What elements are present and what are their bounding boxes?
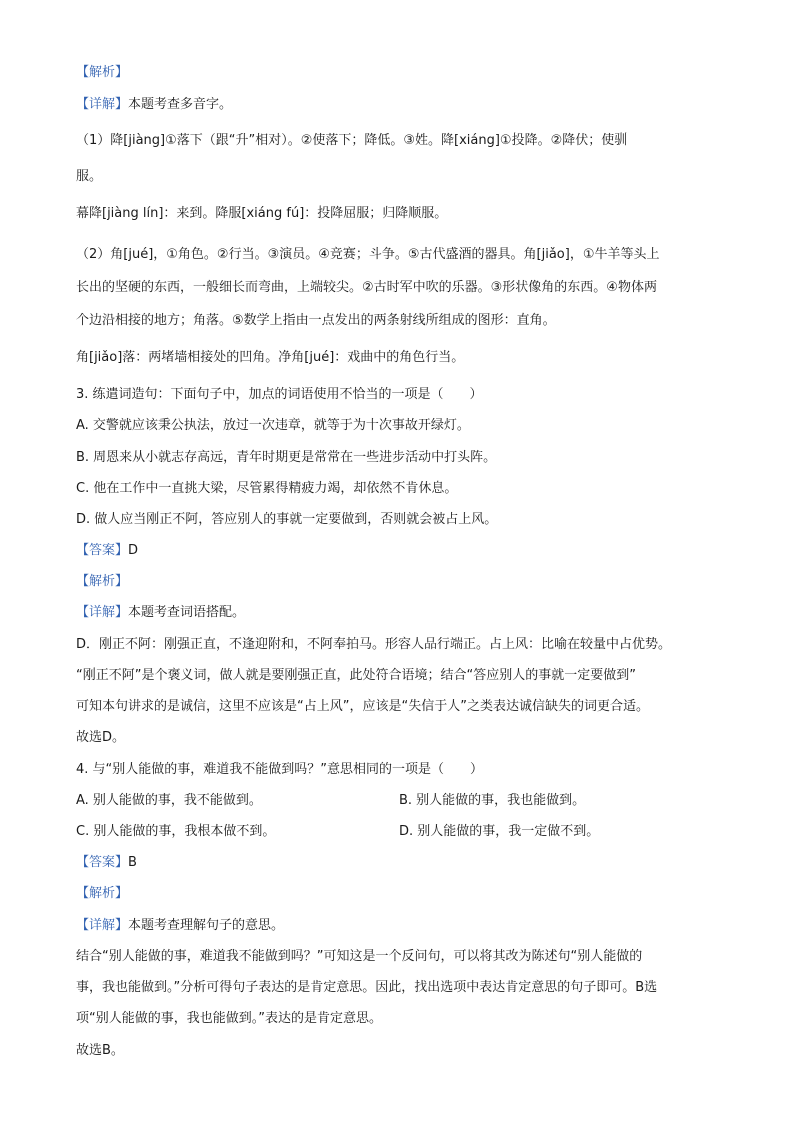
option-a: A. 交警就应该秉公执法，放过一次违章，就等于为十次事故开绿灯。 (76, 418, 470, 433)
answer-value: D (128, 543, 139, 558)
detail-label: 【详解】 (76, 605, 129, 620)
detail-label: 【详解】 (76, 97, 129, 112)
option-d: D. 别人能做的事，我一定做不到。 (399, 824, 600, 839)
analysis-heading (76, 572, 724, 592)
detail-line (76, 95, 724, 115)
detail-line (76, 603, 724, 623)
analysis-label: 【解析】 (76, 65, 129, 80)
body-text: 可知本句讲求的是诚信，这里不应该是“占上风”，应该是“失信于人”之类表达诚信缺失的词更合适。 (76, 699, 649, 714)
body-text: 结合“别人能做的事，难道我不能做到吗？”可知这是一个反问句，可以将其改为陈述句“别人能做的 (76, 949, 643, 964)
analysis-label: 【解析】 (76, 574, 129, 589)
option-c: C. 别人能做的事，我根本做不到。 (76, 824, 276, 839)
body-text: 幕降[jiàng lín]：来到。降服[xiáng fú]：投降屈服；归降顺服。 (76, 206, 448, 221)
detail-line (76, 916, 724, 936)
option-d: D. 做人应当刚正不阿，答应别人的事就一定要做到，否则就会被占上风。 (76, 512, 498, 527)
answer-value: B (128, 855, 137, 870)
body-text: 个边沿相接的地方；角落。⑤数学上指由一点发出的两条射线所组成的图形：直角。 (76, 313, 556, 328)
answer-line (76, 853, 724, 873)
body-text: D．刚正不阿：刚强正直，不逢迎附和，不阿奉拍马。形容人品行端正。占上风：比喻在较量中占优势。 (76, 637, 672, 652)
body-text: 故选D。 (76, 730, 126, 745)
question-stem: 3. 练遣词造句：下面句子中，加点的词语使用不恰当的一项是（ ） (76, 387, 483, 402)
body-text: 服。 (76, 169, 103, 184)
answer-label: 【答案】 (76, 855, 129, 870)
body-text: 故选B。 (76, 1043, 124, 1058)
analysis-heading (76, 884, 724, 904)
answer-label: 【答案】 (76, 543, 129, 558)
option-b: B. 周恩来从小就志存高远，青年时期更是常常在一些进步活动中打头阵。 (76, 450, 497, 465)
option-b: B. 别人能做的事，我也能做到。 (399, 793, 586, 808)
detail-label: 【详解】 (76, 918, 129, 933)
option-c: C. 他在工作中一直挑大梁，尽管累得精疲力竭，却依然不肯休息。 (76, 481, 458, 496)
body-text: （2）角[jué]，①角色。②行当。③演员。④竞赛；斗争。⑤古代盛酒的器具。角[jiǎo]，①牛羊等头上 (76, 247, 660, 262)
detail-text: 本题考查理解句子的意思。 (128, 918, 285, 933)
option-a: A. 别人能做的事，我不能做到。 (76, 793, 262, 808)
body-text: （1）降[jiàng]①落下（跟“升”相对）。②使落下；降低。③姓。降[xiáng]①投降。②降伏；使驯 (76, 133, 628, 148)
body-text: 长出的坚硬的东西，一般细长而弯曲，上端较尖。②古时军中吹的乐器。③形状像角的东西。④物体两 (76, 280, 657, 295)
analysis-label: 【解析】 (76, 886, 129, 901)
question-stem: 4. 与“别人能做的事，难道我不能做到吗？”意思相同的一项是（ ） (76, 762, 484, 777)
body-text: “刚正不阿”是个褒义词，做人就是要刚强正直，此处符合语境；结合“答应别人的事就一定要做到” (76, 668, 636, 683)
detail-text: 本题考查词语搭配。 (128, 605, 246, 620)
body-text: 角[jiǎo]落：两堵墙相接处的凹角。净角[jué]：戏曲中的角色行当。 (76, 350, 465, 365)
analysis-heading-q2 (76, 63, 724, 83)
answer-line (76, 541, 724, 561)
body-text: 项“别人能做的事，我也能做到。”表达的是肯定意思。 (76, 1011, 382, 1026)
body-text: 事，我也能做到。”分析可得句子表达的是肯定意思。因此，找出选项中表达肯定意思的句子即可。B选 (76, 980, 658, 995)
detail-text: 本题考查多音字。 (128, 97, 233, 112)
